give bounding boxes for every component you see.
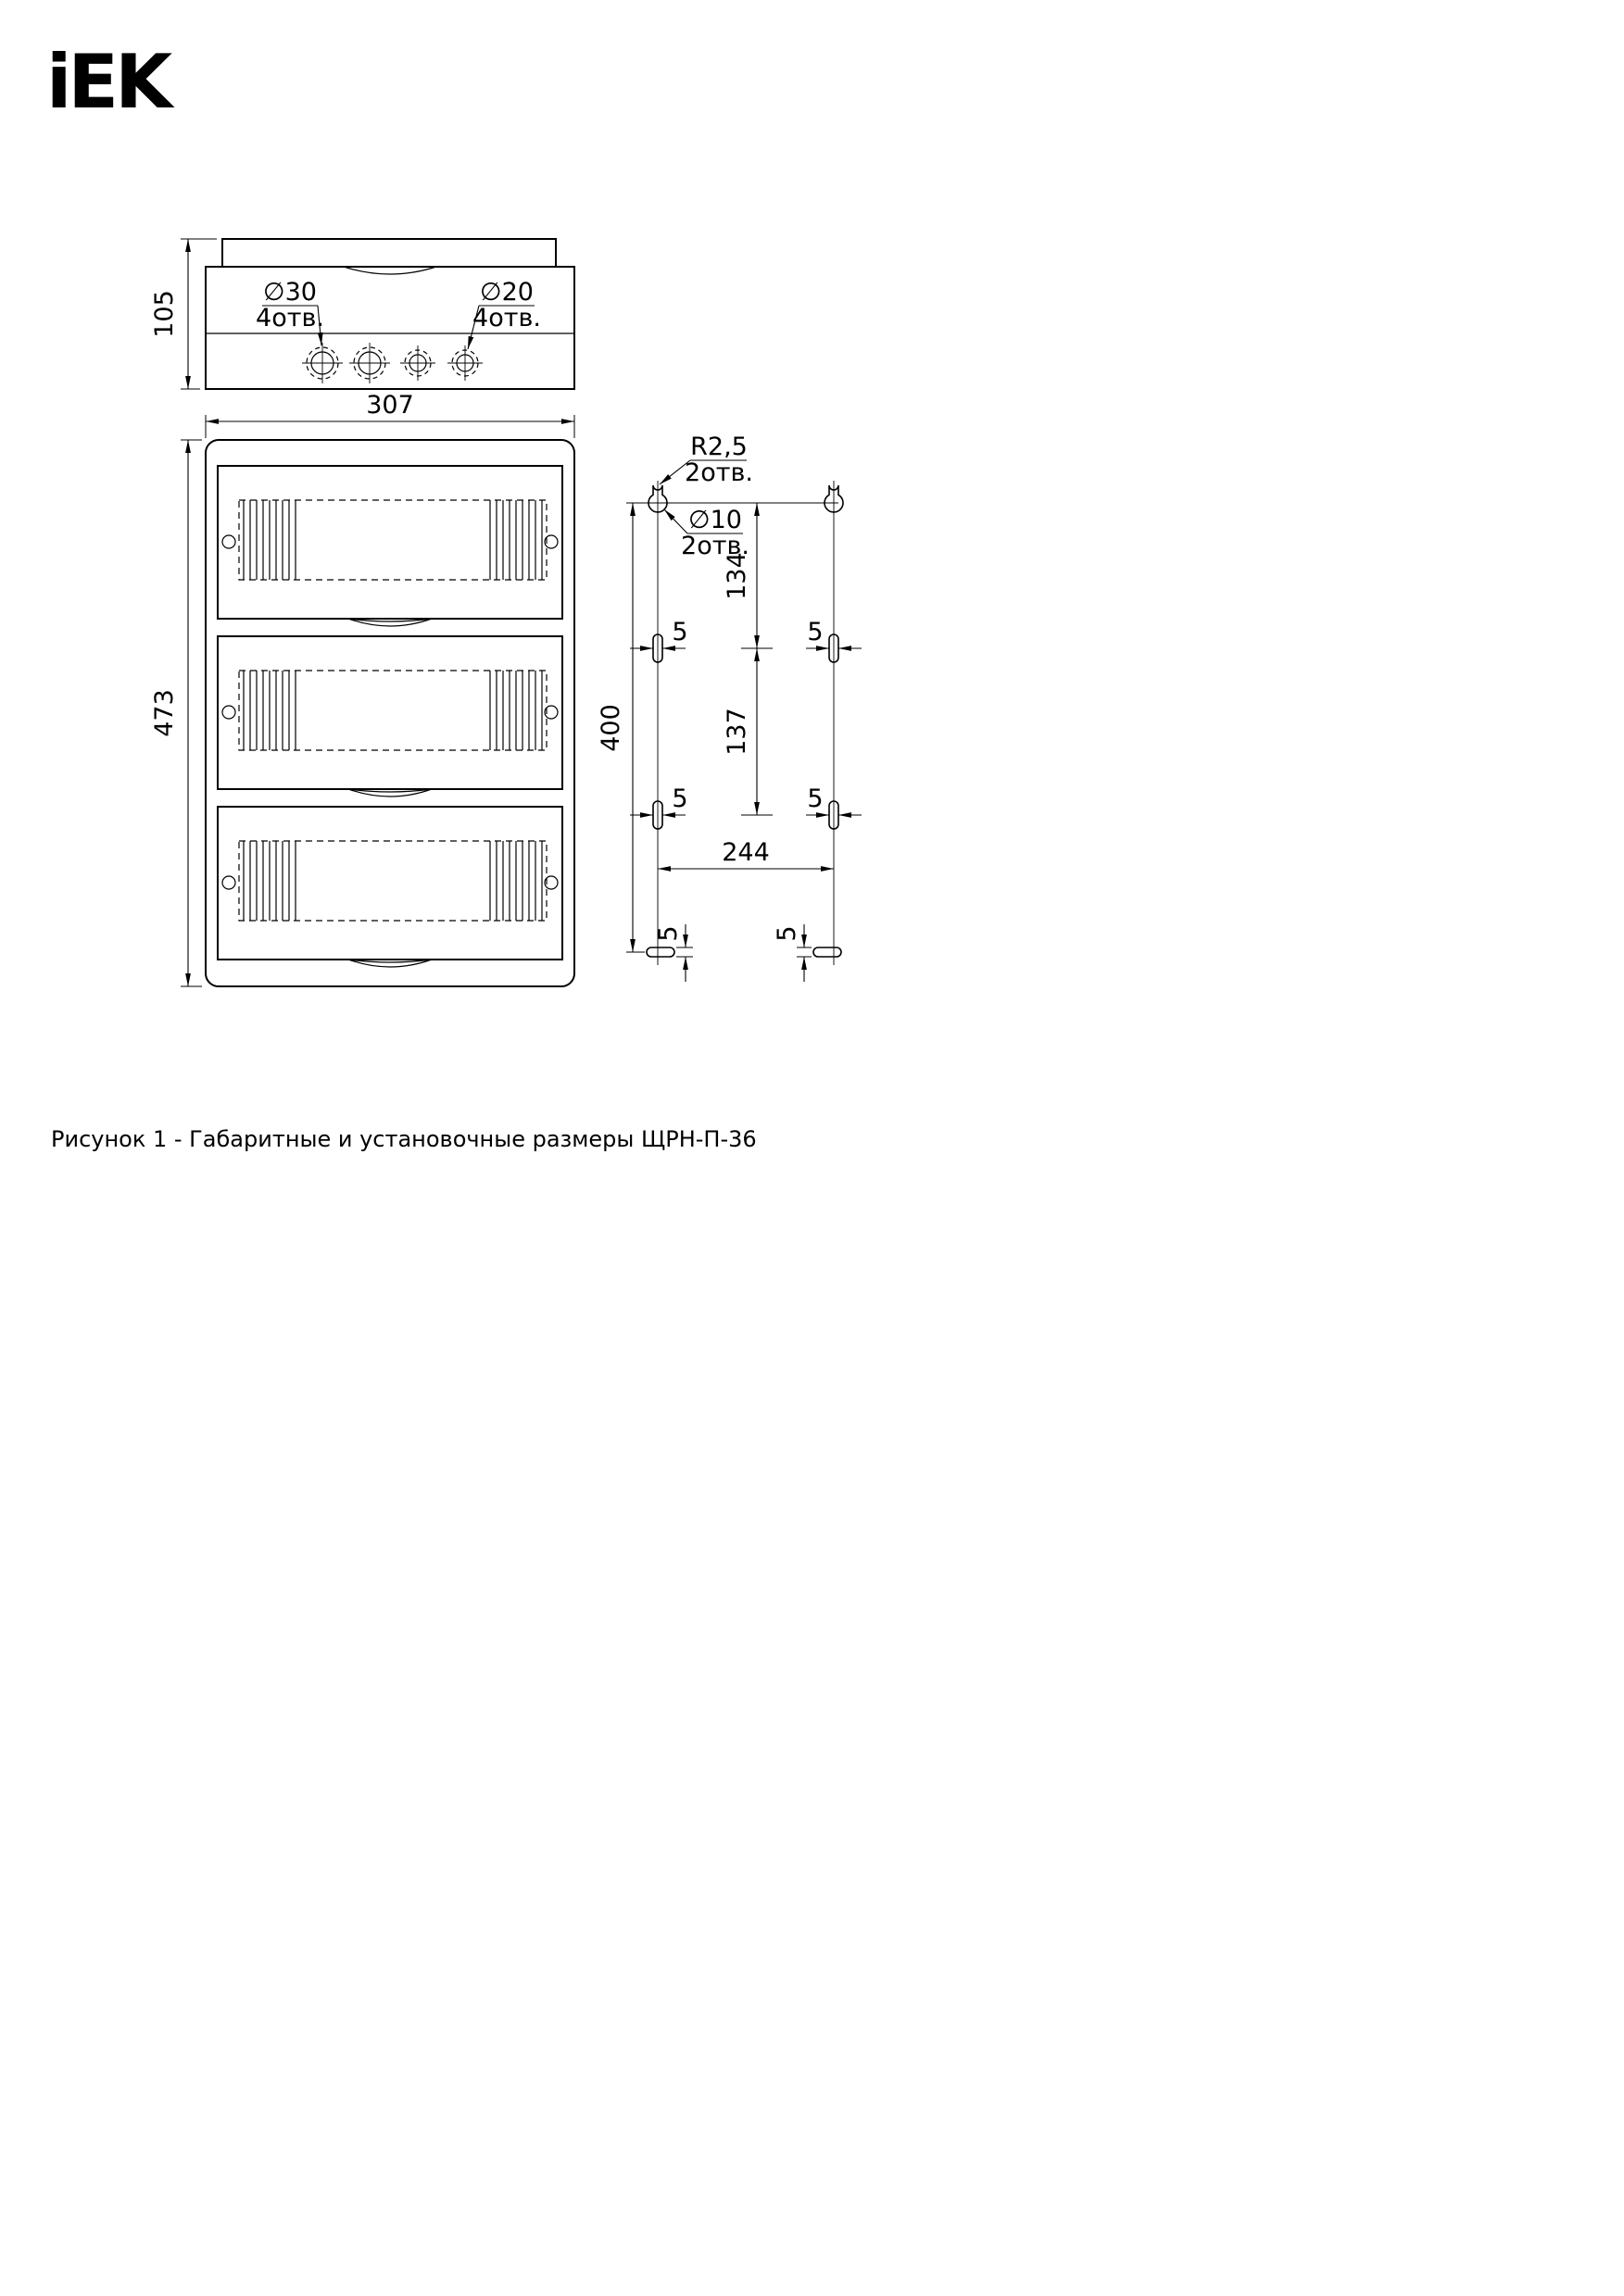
dim-473-value: 473 — [150, 689, 179, 737]
lid-latch-arc — [344, 267, 436, 274]
dim-5-value: 5 — [654, 925, 683, 942]
figure-caption: Рисунок 1 - Габаритные и установочные размеры ЩРН-П-36 — [51, 1126, 757, 1152]
module-row-2 — [218, 636, 562, 797]
dim-105 — [150, 239, 217, 389]
dim-307-value: 307 — [366, 391, 414, 420]
module-row-3 — [218, 807, 562, 967]
dim-5-bottom-left — [654, 924, 693, 982]
dim-400-value: 400 — [597, 704, 625, 752]
iek-logo — [46, 39, 175, 125]
module-row-1 — [218, 466, 562, 626]
knockout-20-label: ∅20 — [480, 278, 534, 307]
dim-5-value: 5 — [807, 618, 824, 646]
radius-count: 2отв. — [685, 458, 753, 487]
top-view — [150, 239, 574, 389]
dim-473 — [150, 440, 202, 986]
dim-5-low-left — [630, 784, 688, 815]
front-view — [150, 391, 574, 986]
dim-400 — [597, 503, 633, 952]
knockout-30-callout — [256, 278, 324, 345]
dim-5-value: 5 — [672, 784, 688, 813]
enclosure-outline — [206, 440, 574, 986]
dim-244 — [658, 838, 834, 869]
knockout-20-count: 4отв. — [472, 304, 541, 332]
knockout-30-count: 4отв. — [256, 304, 324, 332]
knockout-hole-20 — [400, 345, 435, 381]
top-view-lid — [222, 239, 556, 267]
knockout-30-label: ∅30 — [263, 278, 317, 307]
dim-137-value: 137 — [723, 708, 751, 756]
hole-count: 2отв. — [681, 532, 749, 560]
dim-5-bottom-right — [773, 924, 812, 982]
hole-label: ∅10 — [688, 506, 742, 534]
mounting-view — [597, 433, 862, 982]
radius-callout — [660, 433, 753, 487]
knockout-hole-30 — [349, 343, 390, 383]
slot-bottom-right — [813, 947, 841, 957]
dim-137 — [723, 648, 757, 815]
knockout-20-callout — [468, 278, 541, 349]
dim-105-value: 105 — [150, 290, 179, 338]
dim-5-value: 5 — [773, 925, 801, 942]
dim-244-value: 244 — [722, 838, 770, 867]
dim-5-mid-left — [630, 618, 688, 648]
dim-307 — [206, 391, 574, 438]
dim-134-value: 134 — [723, 552, 751, 600]
logo-text: iEK — [46, 39, 170, 125]
hole-callout — [664, 506, 749, 560]
radius-label: R2,5 — [690, 433, 748, 461]
dim-5-value: 5 — [807, 784, 824, 813]
slot-bottom-left — [647, 947, 674, 957]
knockout-hole-20 — [447, 345, 483, 381]
dim-5-value: 5 — [672, 618, 688, 646]
knockout-hole-30 — [302, 343, 343, 383]
